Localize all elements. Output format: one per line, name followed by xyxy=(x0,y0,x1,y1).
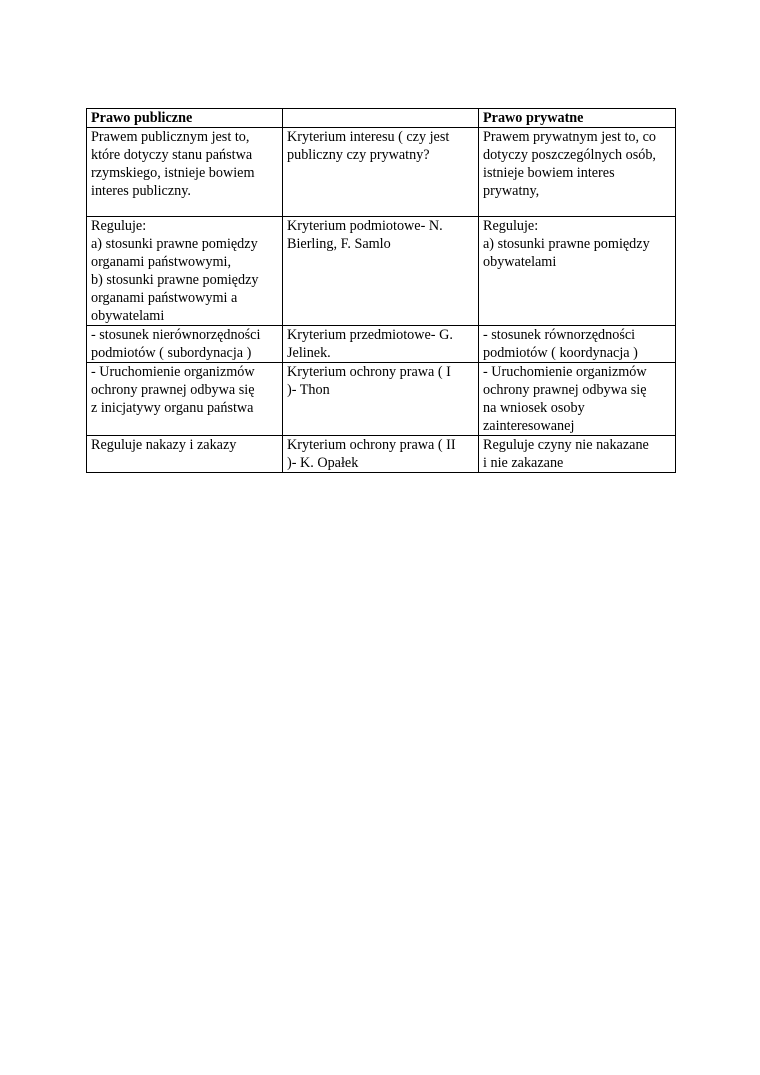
text-line: - Uruchomienie organizmów xyxy=(483,364,647,380)
text-line: Reguluje czyny nie nakazane xyxy=(483,437,649,453)
table-header-row xyxy=(87,109,676,128)
criterion-cell xyxy=(283,128,479,217)
text-line: Jelinek. xyxy=(287,345,331,361)
criterion-cell xyxy=(283,436,479,473)
text-line: na wniosek osoby xyxy=(483,400,585,416)
table-row xyxy=(87,326,676,363)
text-line: Bierling, F. Samlo xyxy=(287,236,391,252)
text-line: a) stosunki prawne pomiędzy xyxy=(483,236,650,252)
public-law-cell xyxy=(87,436,283,473)
table-row xyxy=(87,217,676,326)
criterion-cell xyxy=(283,363,479,436)
text-line: Kryterium podmiotowe- N. xyxy=(287,218,443,234)
table-row xyxy=(87,128,676,217)
header-criterion xyxy=(283,109,479,128)
text-line: dotyczy poszczególnych osób, xyxy=(483,147,656,163)
text-line: ochrony prawnej odbywa się xyxy=(483,382,647,398)
text-line: organami państwowymi a xyxy=(91,290,238,306)
text-line: Prawem publicznym jest to, xyxy=(91,129,250,145)
text-line: podmiotów ( subordynacja ) xyxy=(91,345,252,361)
text-line: prywatny, xyxy=(483,183,540,199)
public-law-cell xyxy=(87,326,283,363)
private-law-cell xyxy=(479,128,676,217)
text-line: rzymskiego, istnieje bowiem xyxy=(91,165,255,181)
text-line: publiczny czy prywatny? xyxy=(287,147,430,163)
text-line: Kryterium interesu ( czy jest xyxy=(287,129,450,145)
text-line: obywatelami xyxy=(483,254,557,270)
private-law-cell xyxy=(479,217,676,326)
text-line: interes publiczny. xyxy=(91,183,191,199)
private-law-cell xyxy=(479,326,676,363)
text-line: istnieje bowiem interes xyxy=(483,165,615,181)
private-law-cell xyxy=(479,363,676,436)
text-line: - Uruchomienie organizmów xyxy=(91,364,255,380)
text-line: Reguluje nakazy i zakazy xyxy=(91,437,237,453)
text-line: Kryterium ochrony prawa ( II xyxy=(287,437,456,453)
public-law-cell xyxy=(87,217,283,326)
text-line: Reguluje: xyxy=(483,218,539,234)
private-law-cell xyxy=(479,436,676,473)
criterion-cell xyxy=(283,326,479,363)
text-line: )- Thon xyxy=(287,382,330,398)
text-line: i nie zakazane xyxy=(483,455,564,471)
table-row xyxy=(87,436,676,473)
criterion-cell xyxy=(283,217,479,326)
text-line: podmiotów ( koordynacja ) xyxy=(483,345,638,361)
text-line: organami państwowymi, xyxy=(91,254,232,270)
text-line: b) stosunki prawne pomiędzy xyxy=(91,272,259,288)
text-line: które dotyczy stanu państwa xyxy=(91,147,253,163)
text-line: - stosunek równorzędności xyxy=(483,327,636,343)
text-line: Kryterium ochrony prawa ( I xyxy=(287,364,451,380)
text-line: Reguluje: xyxy=(91,218,147,234)
text-line: Prawem prywatnym jest to, co xyxy=(483,129,656,145)
comparison-table xyxy=(86,108,676,473)
text-line: obywatelami xyxy=(91,308,165,324)
text-line: - stosunek nierównorzędności xyxy=(91,327,261,343)
text-line: z inicjatywy organu państwa xyxy=(91,400,254,416)
public-law-cell xyxy=(87,363,283,436)
header-public-law: Prawo publiczne xyxy=(87,109,283,128)
text-line: zainteresowanej xyxy=(483,418,575,434)
text-line: )- K. Opałek xyxy=(287,455,359,471)
table-row xyxy=(87,363,676,436)
text-line: a) stosunki prawne pomiędzy xyxy=(91,236,258,252)
header-private-law: Prawo prywatne xyxy=(479,109,676,128)
public-law-cell xyxy=(87,128,283,217)
text-line: ochrony prawnej odbywa się xyxy=(91,382,255,398)
text-line: Kryterium przedmiotowe- G. xyxy=(287,327,453,343)
